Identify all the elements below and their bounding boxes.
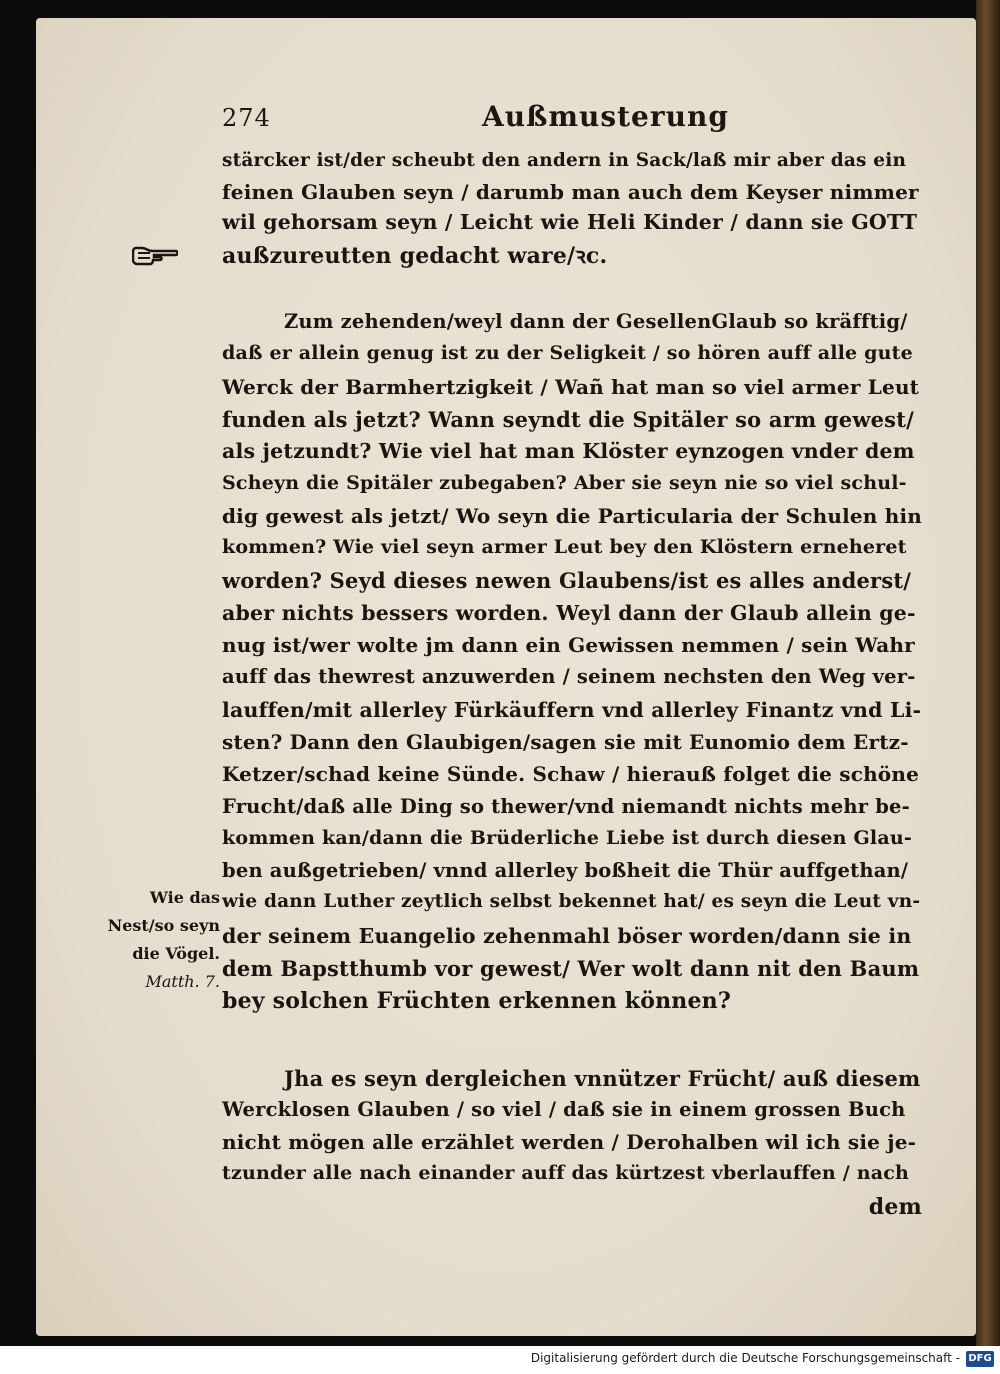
marginal-note-line: die Vögel. xyxy=(132,944,220,963)
text-line: lauffen/mit allerley Fürkäuffern vnd allerley Finantz vnd Li- xyxy=(222,697,922,722)
text-line: Scheyn die Spitäler zubegaben? Aber sie seyn nie so viel schul- xyxy=(222,471,907,494)
text-line: dem Bapstthumb vor gewest/ Wer wolt dann nit den Baum xyxy=(222,956,920,981)
text-line: Ketzer/schad keine Sünde. Schaw / hierauß folget die schöne xyxy=(222,762,920,787)
text-line: feinen Glauben seyn / darumb man auch dem Keyser nimmer xyxy=(222,180,919,204)
text-line: kommen kan/dann die Brüderliche Liebe ist durch diesen Glau- xyxy=(222,826,912,849)
text-line: Werck der Barmhertzigkeit / Wañ hat man so viel armer Leut xyxy=(222,374,920,399)
text-line: daß er allein genug ist zu der Seligkeit / so hören auff alle gute xyxy=(222,342,913,365)
page-number: 274 xyxy=(222,104,271,132)
digitization-footer xyxy=(0,1346,1000,1374)
book-spine xyxy=(976,0,1000,1346)
text-line: kommen? Wie viel seyn armer Leut bey den Klöstern erneheret xyxy=(222,536,907,559)
text-line: funden als jetzt? Wann seyndt die Spitäler so arm gewest/ xyxy=(222,406,914,432)
text-line: nicht mögen alle erzählet werden / Derohalben wil ich sie je- xyxy=(222,1130,917,1154)
text-line: wil gehorsam seyn / Leicht wie Heli Kinder / dann sie GOTT xyxy=(222,210,918,234)
text-line: dem xyxy=(868,1194,922,1220)
text-line: bey solchen Früchten erkennen können? xyxy=(222,988,731,1015)
text-line: worden? Seyd dieses newen Glaubens/ist es alles anderst/ xyxy=(222,568,912,594)
text-line: Jha es seyn dergleichen vnnützer Frücht/ auß diesem xyxy=(284,1066,921,1091)
dfg-logo: DFG xyxy=(966,1351,994,1367)
text-line: tzunder alle nach einander auff das kürtzest vberlauffen / nach xyxy=(222,1162,910,1184)
text-line: außzureutten gedacht ware/ꝛc. xyxy=(222,243,608,269)
text-line: ben außgetrieben/ vnnd allerley boßheit die Thür auffgethan/ xyxy=(222,859,909,883)
marginal-note xyxy=(84,884,220,996)
text-line: auff das thewrest anzuwerden / seinem nechsten den Weg ver- xyxy=(222,665,916,689)
manicule-icon xyxy=(132,243,178,269)
marginal-note-reference: Matth. 7. xyxy=(145,972,220,991)
text-line: wie dann Luther zeytlich selbst bekennet hat/ es seyn die Leut vn- xyxy=(222,891,921,913)
page-header xyxy=(222,100,922,140)
text-line: Wercklosen Glauben / so viel / daß sie in einem grossen Buch xyxy=(222,1098,906,1121)
text-line: der seinem Euangelio zehenmahl böser worden/dann sie in xyxy=(222,923,912,948)
marginal-note-line: Nest/so seyn xyxy=(107,916,220,935)
text-line: nug ist/wer wolte jm dann ein Gewissen nemmen / sein Wahr xyxy=(222,633,915,657)
text-line: stärcker ist/der scheubt den andern in Sack/laß mir aber das ein xyxy=(222,150,907,171)
footer-credit: Digitalisierung gefördert durch die Deutsche Forschungsgemeinschaft - xyxy=(530,1351,960,1365)
text-line: aber nichts bessers worden. Weyl dann der Glaub allein ge- xyxy=(222,600,916,625)
text-line: Zum zehenden/weyl dann der GesellenGlaub so kräfftig/ xyxy=(284,310,908,333)
text-line: dig gewest als jetzt/ Wo seyn die Particularia der Schulen hin xyxy=(222,503,922,528)
text-line: als jetzundt? Wie viel hat man Klöster eynzogen vnder dem xyxy=(222,439,915,464)
marginal-note-line: Wie das xyxy=(149,888,220,907)
running-title: Außmusterung xyxy=(482,100,729,133)
text-line: sten? Dann den Glaubigen/sagen sie mit Eunomio dem Ertz- xyxy=(222,729,909,754)
text-line: Frucht/daß alle Ding so thewer/vnd niemandt nichts mehr be- xyxy=(222,794,910,818)
